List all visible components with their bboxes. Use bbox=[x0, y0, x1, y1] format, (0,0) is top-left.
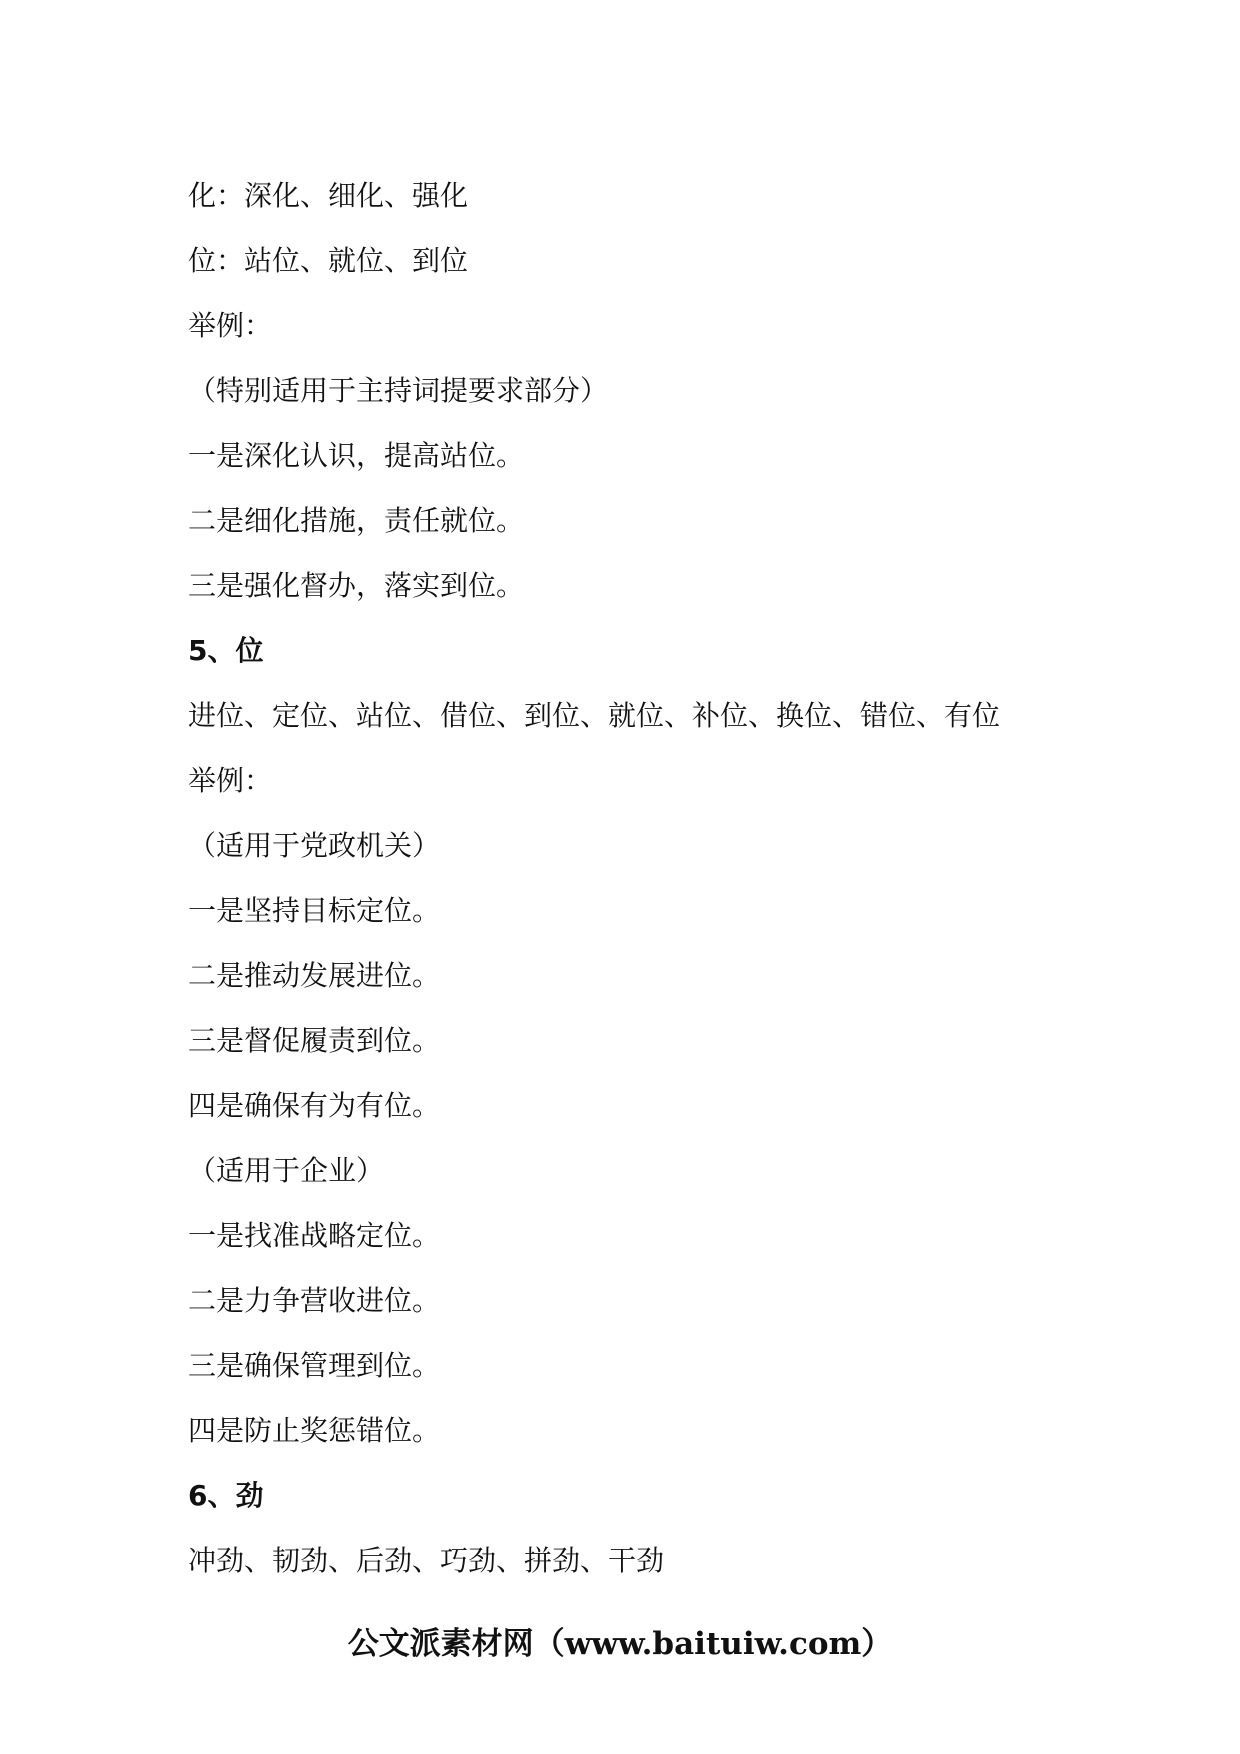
text-line: 化：深化、细化、强化 bbox=[188, 179, 469, 212]
text-line: 二是力争营收进位。 bbox=[188, 1284, 441, 1317]
text-line: （特别适用于主持词提要求部分） bbox=[188, 374, 609, 407]
text-line: 三是确保管理到位。 bbox=[188, 1349, 441, 1382]
text-line: 四是确保有为有位。 bbox=[188, 1089, 441, 1122]
text-line: 举例： bbox=[188, 309, 273, 342]
text-line: 四是防止奖惩错位。 bbox=[188, 1414, 441, 1447]
text-line: （适用于党政机关） bbox=[188, 829, 441, 862]
text-line: 三是强化督办，落实到位。 bbox=[188, 569, 525, 602]
footer-watermark: 公文派素材网（www.baituiw.com） bbox=[347, 1626, 893, 1662]
text-line: 三是督促履责到位。 bbox=[188, 1024, 441, 1057]
section-heading: 5、位 bbox=[188, 634, 264, 667]
text-line: 进位、定位、站位、借位、到位、就位、补位、换位、错位、有位 bbox=[188, 699, 1001, 732]
text-line: 一是深化认识，提高站位。 bbox=[188, 439, 525, 472]
text-line: 二是推动发展进位。 bbox=[188, 959, 441, 992]
text-line: 举例： bbox=[188, 764, 273, 797]
text-line: 二是细化措施，责任就位。 bbox=[188, 504, 525, 537]
text-line: （适用于企业） bbox=[188, 1154, 385, 1187]
text-line: 一是坚持目标定位。 bbox=[188, 894, 441, 927]
text-line: 冲劲、韧劲、后劲、巧劲、拼劲、干劲 bbox=[188, 1544, 665, 1577]
text-line: 位：站位、就位、到位 bbox=[188, 244, 469, 277]
text-line: 一是找准战略定位。 bbox=[188, 1219, 441, 1252]
section-heading: 6、劲 bbox=[188, 1479, 264, 1512]
